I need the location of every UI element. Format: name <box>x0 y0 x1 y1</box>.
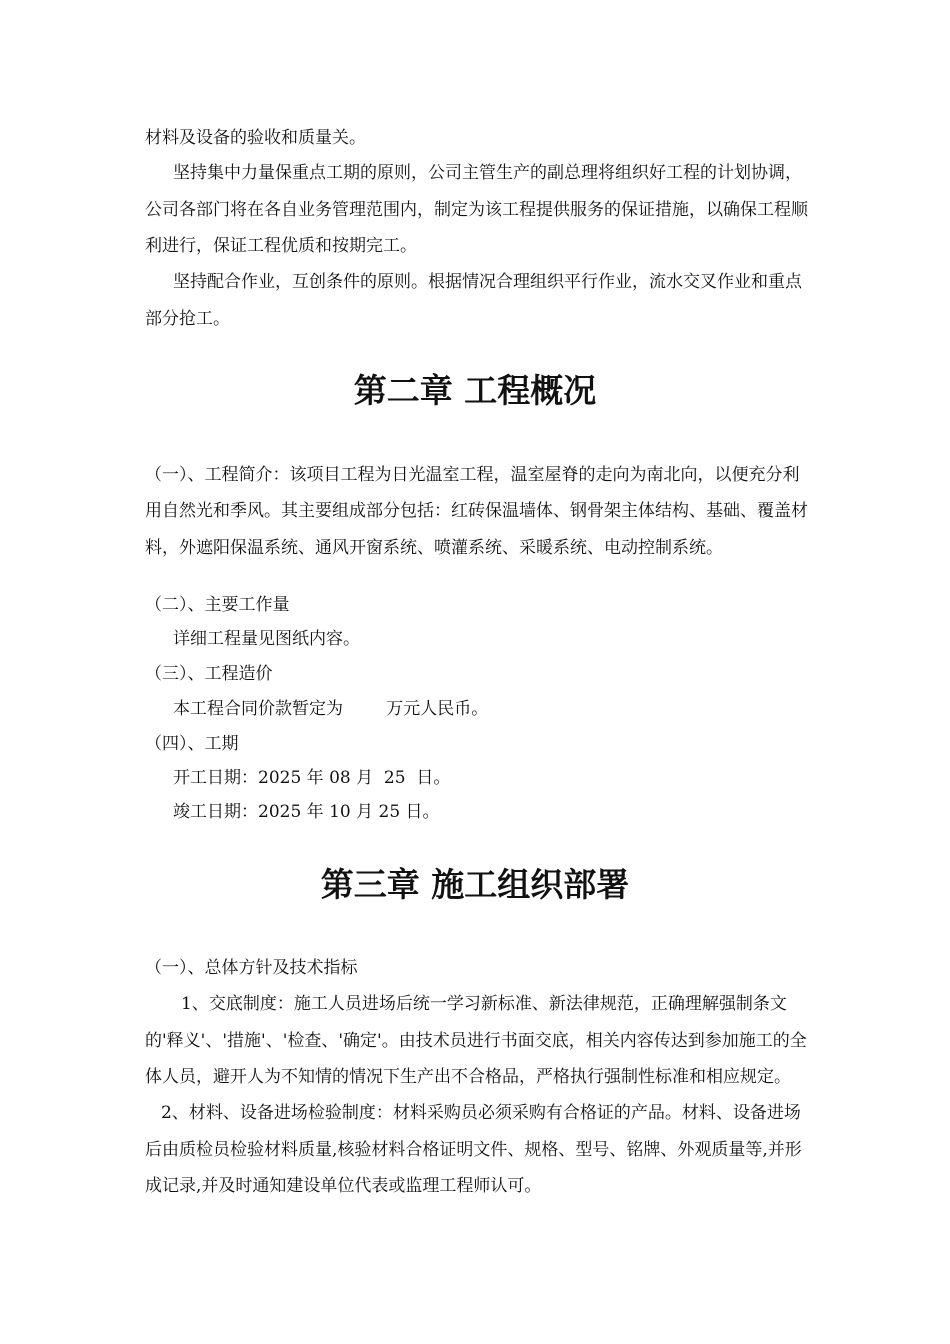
paragraph-line: 后由质检员检验材料质量,核验材料合格证明文件、规格、型号、铭牌、外观质量等,并形 <box>145 1140 802 1160</box>
paragraph-line: 1、交底制度：施工人员进场后统一学习新标准、新法律规范，正确理解强制条文 <box>181 994 787 1014</box>
paragraph-line: 坚持集中力量保重点工期的原则，公司主管生产的副总理将组织好工程的计划协调， <box>173 163 802 183</box>
paragraph-line: 材料及设备的验收和质量关。 <box>145 128 366 148</box>
section-title: （一）、总体方针及技术指标 <box>145 958 358 978</box>
paragraph-line: 详细工程量见图纸内容。 <box>173 629 360 649</box>
chapter-title: 第二章 工程概况 <box>353 371 597 410</box>
section-title: （三）、工程造价 <box>145 664 273 684</box>
paragraph-line: 的'释义'、'措施'、'检查、'确定'。由技术员进行书面交底，相关内容传达到参加施工的全 <box>145 1031 807 1051</box>
chapter-title: 第三章 施工组织部署 <box>320 865 630 904</box>
paragraph-line: 开工日期：2025 年 08 月 25 日。 <box>173 768 451 788</box>
paragraph-line: 坚持配合作业，互创条件的原则。根据情况合理组织平行作业，流水交叉作业和重点 <box>173 272 802 292</box>
paragraph-line: 料，外遮阳保温系统、通风开窗系统、喷灌系统、采暖系统、电动控制系统。 <box>145 538 723 558</box>
paragraph-line: 成记录,并及时通知建设单位代表或监理工程师认可。 <box>145 1176 542 1196</box>
section-title: （二）、主要工作量 <box>145 595 290 615</box>
paragraph-line: 2、材料、设备进场检验制度：材料采购员必须采购有合格证的产品。材料、设备进场 <box>161 1103 801 1123</box>
paragraph-line: （一）、工程简介：该项目工程为日光温室工程，温室屋脊的走向为南北向，以便充分利 <box>145 465 800 485</box>
paragraph-line: 公司各部门将在各自业务管理范围内，制定为该工程提供服务的保证措施，以确保工程顺 <box>145 200 808 220</box>
paragraph-line: 用自然光和季风。其主要组成部分包括：红砖保温墙体、钢骨架主体结构、基础、覆盖材 <box>145 501 808 521</box>
section-title: （四）、工期 <box>145 734 239 754</box>
paragraph-line: 竣工日期：2025 年 10 月 25 日。 <box>173 802 440 822</box>
paragraph-line: 利进行，保证工程优质和按期完工。 <box>145 236 417 256</box>
paragraph-line: 部分抢工。 <box>145 309 230 329</box>
paragraph-line: 体人员，避开人为不知情的情况下生产出不合格品，严格执行强制性标准和相应规定。 <box>145 1067 791 1087</box>
paragraph-line: 本工程合同价款暂定为 万元人民币。 <box>173 699 489 719</box>
